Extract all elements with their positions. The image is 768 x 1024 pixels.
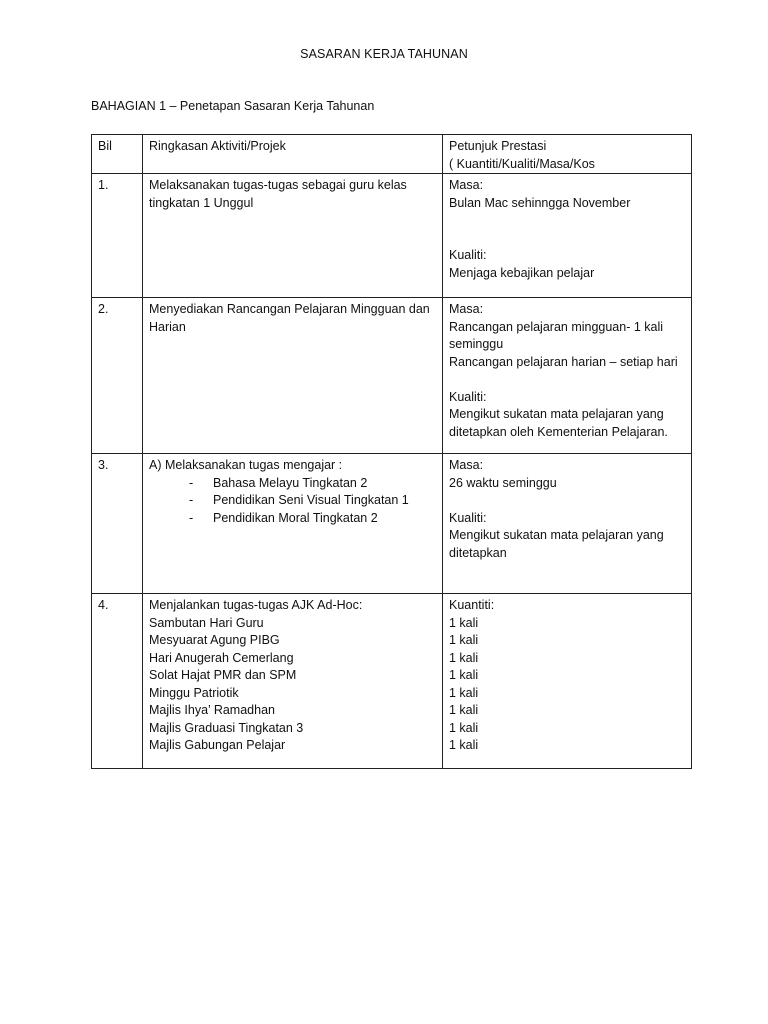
kualiti-label: Kualiti: bbox=[449, 510, 487, 525]
dash-bullet: - bbox=[189, 510, 194, 525]
kualiti-label: Kualiti: bbox=[449, 389, 487, 404]
list-item bbox=[149, 510, 436, 528]
kuantiti-value: 1 kali bbox=[449, 685, 479, 700]
kuantiti-value: 1 kali bbox=[449, 668, 479, 682]
list-item: Majlis Gabungan Pelajar bbox=[149, 738, 286, 752]
header-activity: Ringkasan Aktiviti/Projek bbox=[143, 135, 443, 174]
row-bil: 3. bbox=[92, 454, 143, 594]
activity-line: Menyediakan Rancangan Pelajaran Mingguan dan bbox=[149, 302, 430, 316]
row-indicator bbox=[443, 174, 692, 298]
masa-value: seminggu bbox=[449, 337, 504, 351]
activity-line: A) Melaksanakan tugas mengajar : bbox=[149, 458, 343, 472]
kuantiti-value: 1 kali bbox=[449, 615, 479, 630]
masa-label: Masa: bbox=[449, 178, 484, 192]
row-bil: 4. bbox=[92, 594, 143, 769]
row-indicator bbox=[443, 594, 692, 769]
header-indicator bbox=[443, 135, 692, 174]
list-item: Sambutan Hari Guru bbox=[149, 615, 264, 630]
kuantiti-value: 1 kali bbox=[449, 703, 479, 717]
list-item: Majlis Ihya’ Ramadhan bbox=[149, 703, 275, 717]
row-activity bbox=[143, 594, 443, 769]
header-bil: Bil bbox=[92, 135, 143, 174]
kuantiti-value: 1 kali bbox=[449, 720, 479, 735]
row-activity bbox=[143, 454, 443, 594]
activity-line: Menjalankan tugas-tugas AJK Ad-Hoc: bbox=[149, 598, 363, 612]
list-item bbox=[149, 492, 436, 510]
list-item: Minggu Patriotik bbox=[149, 685, 239, 700]
list-item-text: Pendidikan Moral Tingkatan 2 bbox=[213, 510, 378, 525]
kualiti-label: Kualiti: bbox=[449, 248, 487, 262]
list-item: Mesyuarat Agung PIBG bbox=[149, 633, 280, 647]
list-item-text: Pendidikan Seni Visual Tingkatan 1 bbox=[213, 493, 409, 507]
document-title: SASARAN KERJA TAHUNAN bbox=[300, 47, 468, 61]
header-indicator-line1: Petunjuk Prestasi bbox=[449, 139, 547, 153]
row-indicator bbox=[443, 454, 692, 594]
activity-line: tingkatan 1 Unggul bbox=[149, 195, 254, 210]
table-row bbox=[92, 298, 692, 454]
masa-label: Masa: bbox=[449, 458, 484, 472]
kualiti-value: Menjaga kebajikan pelajar bbox=[449, 265, 595, 280]
kualiti-value: Mengikut sukatan mata pelajaran yang bbox=[449, 407, 664, 421]
list-item: Hari Anugerah Cemerlang bbox=[149, 650, 294, 665]
kuantiti-value: 1 kali bbox=[449, 738, 479, 752]
annual-targets-table bbox=[91, 134, 692, 769]
row-activity bbox=[143, 174, 443, 298]
dash-bullet: - bbox=[189, 475, 194, 490]
list-item: Solat Hajat PMR dan SPM bbox=[149, 668, 297, 682]
row-indicator bbox=[443, 298, 692, 454]
masa-value: Rancangan pelajaran harian – setiap hari bbox=[449, 354, 678, 369]
kuantiti-label: Kuantiti: bbox=[449, 598, 495, 612]
row-bil: 2. bbox=[92, 298, 143, 454]
kuantiti-value: 1 kali bbox=[449, 650, 479, 665]
list-item: Majlis Graduasi Tingkatan 3 bbox=[149, 720, 304, 735]
activity-line: Melaksanakan tugas-tugas sebagai guru kelas bbox=[149, 178, 407, 192]
masa-value: 26 waktu seminggu bbox=[449, 475, 557, 490]
dash-bullet: - bbox=[189, 493, 194, 507]
masa-value: Rancangan pelajaran mingguan- 1 kali bbox=[449, 319, 664, 334]
table-row bbox=[92, 454, 692, 594]
table-row bbox=[92, 174, 692, 298]
kualiti-value: ditetapkan oleh Kementerian Pelajaran. bbox=[449, 424, 668, 439]
kualiti-value: ditetapkan bbox=[449, 545, 507, 560]
row-activity bbox=[143, 298, 443, 454]
list-item bbox=[149, 475, 436, 493]
table-row bbox=[92, 594, 692, 769]
kuantiti-value: 1 kali bbox=[449, 633, 479, 647]
table-header-row bbox=[92, 135, 692, 174]
activity-line: Harian bbox=[149, 319, 186, 334]
list-item-text: Bahasa Melayu Tingkatan 2 bbox=[213, 475, 368, 490]
header-indicator-line2: ( Kuantiti/Kualiti/Masa/Kos bbox=[449, 156, 595, 171]
masa-value: Bulan Mac sehinngga November bbox=[449, 195, 631, 210]
masa-label: Masa: bbox=[449, 302, 484, 316]
row-bil: 1. bbox=[92, 174, 143, 298]
kualiti-value: Mengikut sukatan mata pelajaran yang bbox=[449, 528, 664, 542]
section-heading: BAHAGIAN 1 – Penetapan Sasaran Kerja Tahunan bbox=[91, 99, 375, 113]
